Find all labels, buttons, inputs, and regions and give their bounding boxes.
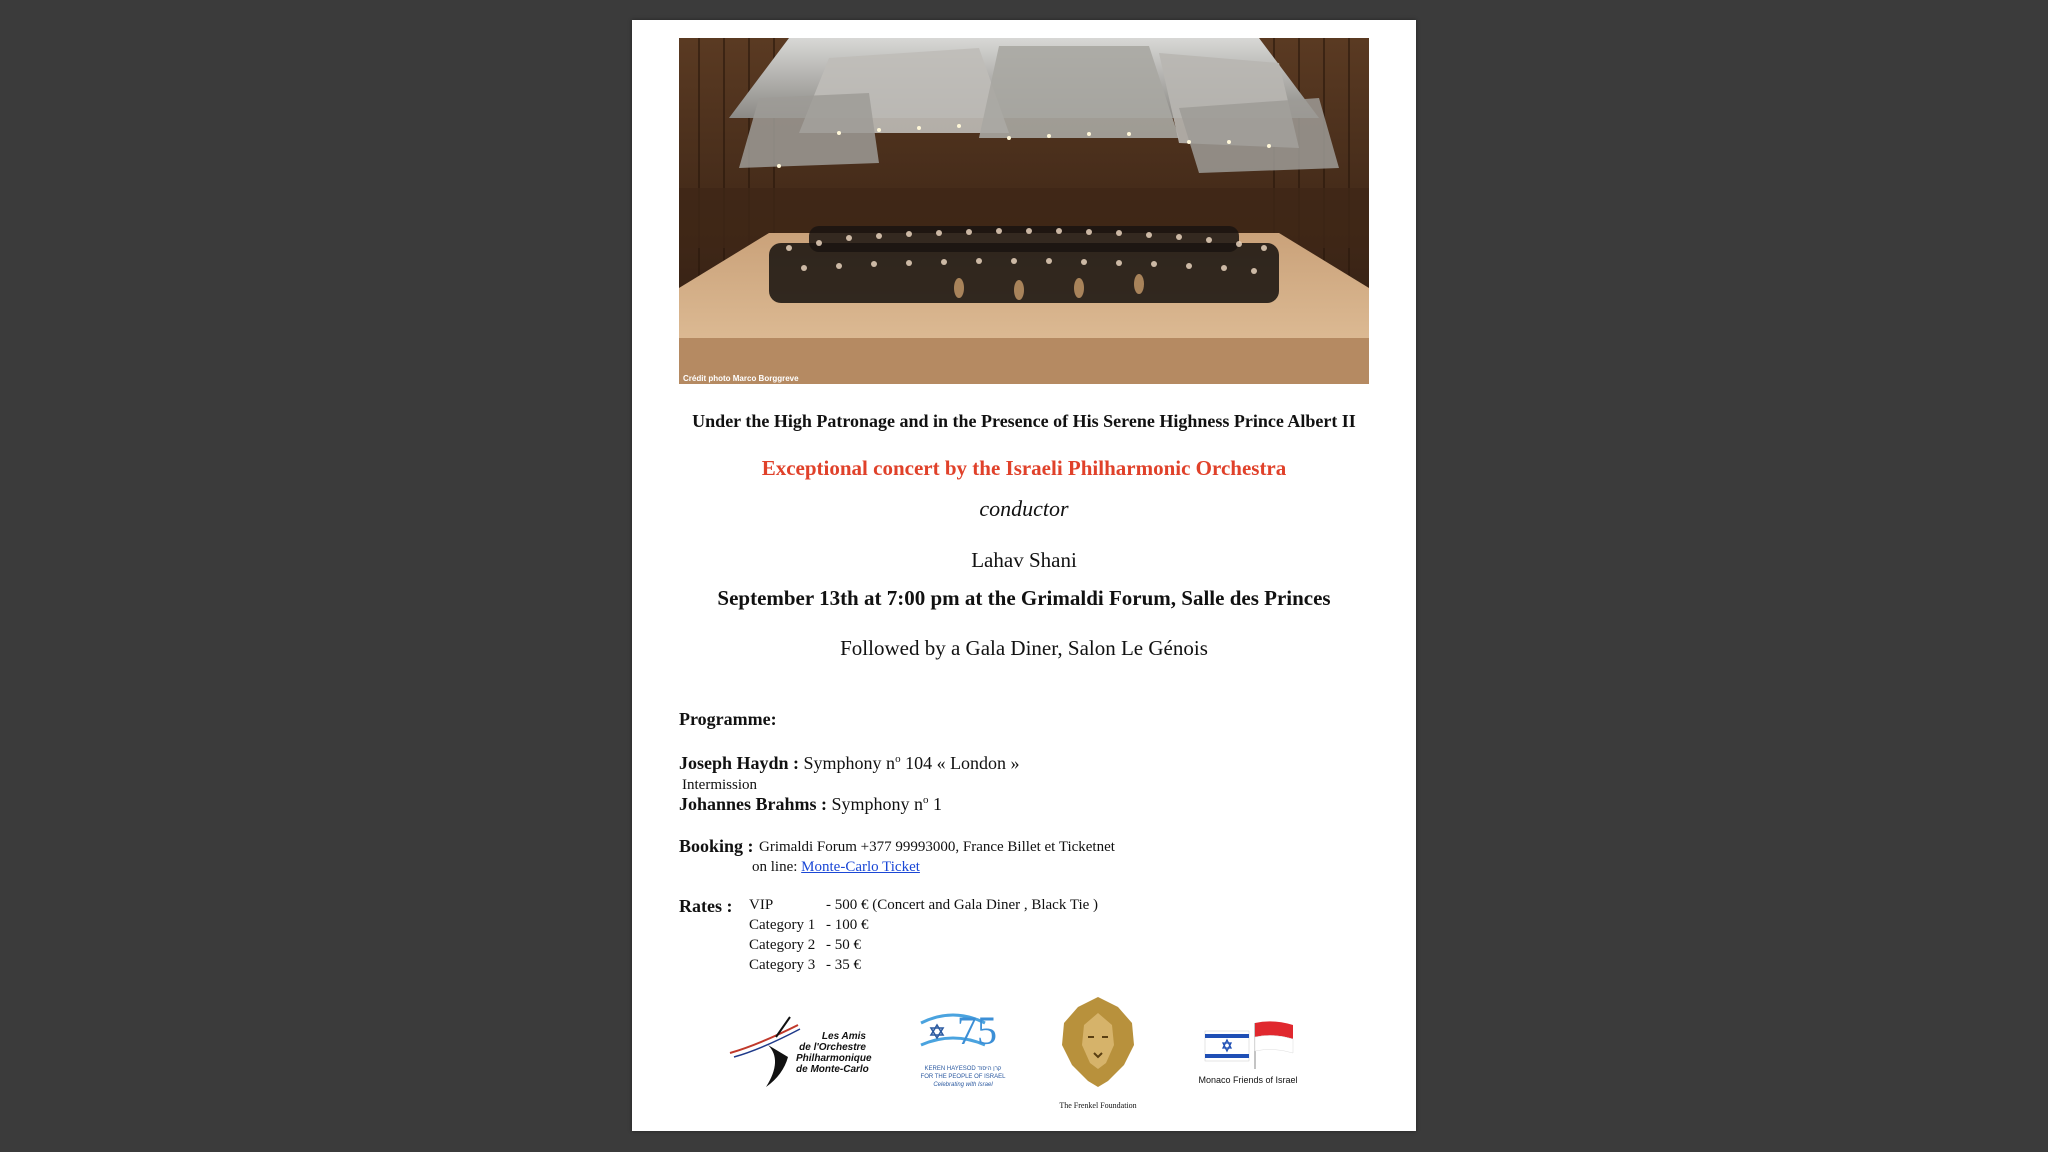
ordinal-haydn: o xyxy=(895,753,901,765)
document-page xyxy=(632,20,1416,1131)
gala-dinner-line: Followed by a Gala Diner, Salon Le Génois xyxy=(840,636,1208,660)
rate-category: Category 1 xyxy=(749,917,816,933)
programme-item-haydn xyxy=(679,753,1020,774)
amis-line1: Les Amis xyxy=(821,1031,866,1042)
keren-75: 75 xyxy=(957,1008,997,1053)
frenkel-foundation-logo xyxy=(1048,993,1148,1117)
booking-label: Booking : xyxy=(679,836,754,856)
rate-category: Category 2 xyxy=(749,937,816,953)
amis-line2: de l'Orchestre xyxy=(799,1042,866,1053)
rate-row xyxy=(749,937,861,954)
keren-hayesod-logo xyxy=(913,1005,1013,1105)
booking-details: Grimaldi Forum +377 99993000, France Billet et Ticketnet xyxy=(759,839,1115,855)
intermission-label: Intermission xyxy=(682,777,757,793)
online-prefix: on line: xyxy=(752,859,802,875)
event-date-line: September 13th at 7:00 pm at the Grimaldi Forum, Salle des Princes xyxy=(717,586,1331,610)
rate-price: - 50 € xyxy=(826,937,861,953)
photo-credit: Crédit photo Marco Borggreve xyxy=(683,374,799,383)
amis-line3: Philharmonique xyxy=(796,1053,872,1064)
work-haydn-rest: 104 « London » xyxy=(900,753,1020,773)
rate-price: - 35 € xyxy=(826,957,861,973)
keren-line2: FOR THE PEOPLE OF ISRAEL xyxy=(920,1074,1006,1080)
orchestra-photo xyxy=(679,38,1369,384)
conductor-label: conductor xyxy=(979,496,1069,521)
programme-item-brahms xyxy=(679,794,942,815)
monaco-friends-logo xyxy=(1193,1019,1323,1109)
work-brahms-rest: 1 xyxy=(928,794,943,814)
amis-line4: de Monte-Carlo xyxy=(796,1064,869,1075)
booking-online xyxy=(752,859,920,876)
monte-carlo-ticket-link[interactable]: Monte-Carlo Ticket xyxy=(801,859,920,875)
israel-monaco-flags-icon xyxy=(1193,1019,1323,1069)
rate-row xyxy=(749,917,869,934)
lion-head-icon xyxy=(1048,993,1148,1093)
composer-brahms: Johannes Brahms : xyxy=(679,794,828,814)
rate-price: - 500 € (Concert and Gala Diner , Black Tie ) xyxy=(826,897,1099,913)
rate-category: VIP xyxy=(749,897,774,913)
rate-row xyxy=(749,897,1098,914)
programme-heading: Programme: xyxy=(679,709,777,729)
work-brahms: Symphony n xyxy=(831,794,924,814)
keren-line1: KEREN HAYESOD קרן היסוד xyxy=(924,1066,1002,1072)
ordinal-brahms: o xyxy=(923,794,929,806)
frenkel-caption: The Frenkel Foundation xyxy=(1059,1101,1137,1110)
conductor-name: Lahav Shani xyxy=(971,548,1077,572)
patronage-line: Under the High Patronage and in the Presence of His Serene Highness Prince Albert II xyxy=(692,411,1356,431)
rate-category: Category 3 xyxy=(749,957,816,973)
amis-orchestre-logo xyxy=(728,1005,872,1100)
orchestra-hall-illustration xyxy=(679,38,1369,384)
rates-label: Rates : xyxy=(679,896,733,916)
rate-row xyxy=(749,957,861,974)
rate-price: - 100 € xyxy=(826,917,869,933)
work-haydn: Symphony n xyxy=(803,753,896,773)
concert-title: Exceptional concert by the Israeli Philharmonic Orchestra xyxy=(761,456,1287,480)
keren-line3: Celebrating with Israel xyxy=(933,1082,993,1088)
monaco-caption: Monaco Friends of Israel xyxy=(1198,1075,1298,1085)
composer-haydn: Joseph Haydn : xyxy=(679,753,800,773)
